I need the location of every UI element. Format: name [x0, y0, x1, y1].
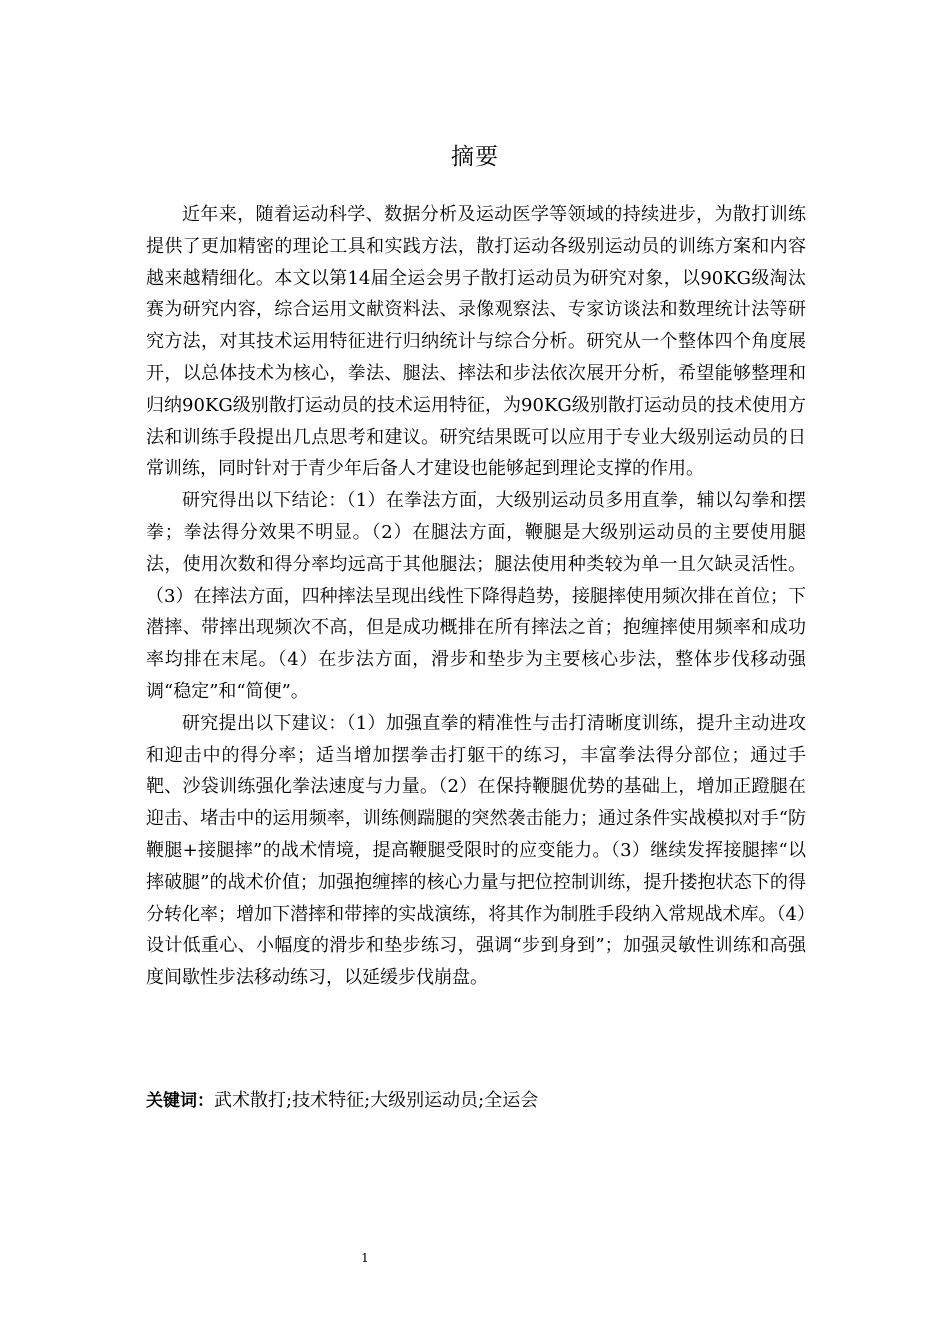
abstract-body [146, 199, 806, 994]
abstract-title: 摘要 [451, 144, 499, 170]
abstract-paragraph-intro: 近年来，随着运动科学、数据分析及运动医学等领域的持续进步，为散打训练提供了更加精密的理论工具和实践方法，散打运动各级别运动员的训练方案和内容越来越精细化。本文以第14届全运会男子散打运动员为研究对象，以90KG级淘汰赛为研究内容，综合运用文献资料法、录像观察法、专家访谈法和数理统计法等研究方法，对其技术运用特征进行归纳统计与综合分析。研究从一个整体四个角度展开，以总体技术为核心，拳法、腿法、摔法和步法依次展开分析，希望能够整理和归纳90KG级别散打运动员的技术运用特征，为90KG级别散打运动员的技术使用方法和训练手段提出几点思考和建议。研究结果既可以应用于专业大级别运动员的日常训练，同时针对于青少年后备人才建设也能够起到理论支撑的作用。 [146, 204, 806, 480]
keywords-line [146, 1085, 806, 1117]
keywords-label: 关键词： [146, 1091, 214, 1111]
page-number: 1 [361, 1251, 369, 1265]
keywords-value: 武术散打;技术特征;大级别运动员;全运会 [214, 1090, 539, 1111]
abstract-paragraph-suggestions: 研究提出以下建议：（1）加强直拳的精准性与击打清晰度训练，提升主动进攻和迎击中的得分率；适当增加摆拳击打躯干的练习，丰富拳法得分部位；通过手靶、沙袋训练强化拳法速度与力量。（2）在保持鞭腿优势的基础上，增加正蹬腿在迎击、堵击中的运用频率，训练侧踹腿的突然袭击能力；通过条件实战模拟对手“防鞭腿+接腿摔”的战术情境，提高鞭腿受限时的应变能力。（3）继续发挥接腿摔“以摔破腿”的战术价值；加强抱缠摔的核心力量与把位控制训练，提升搂抱状态下的得分转化率；增加下潜摔和带摔的实战演练，将其作为制胜手段纳入常规战术库。（4）设计低重心、小幅度的滑步和垫步练习，强调“步到身到”；加强灵敏性训练和高强度间歇性步法移动练习，以延缓步伐崩盘。 [146, 712, 806, 989]
abstract-paragraph-conclusions: 研究得出以下结论：（1）在拳法方面，大级别运动员多用直拳，辅以勾拳和摆拳；拳法得分效果不明显。（2）在腿法方面，鞭腿是大级别运动员的主要使用腿法，使用次数和得分率均远高于其他腿法；腿法使用种类较为单一且欠缺灵活性。（3）在摔法方面，四种摔法呈现出线性下降得趋势，接腿摔使用频次排在首位；下潜摔、带摔出现频次不高，但是成功概排在所有摔法之首；抱缠摔使用频率和成功率均排在末尾。（4）在步法方面，滑步和垫步为主要核心步法，整体步伐移动强调“稳定”和“简便”。 [146, 490, 806, 702]
